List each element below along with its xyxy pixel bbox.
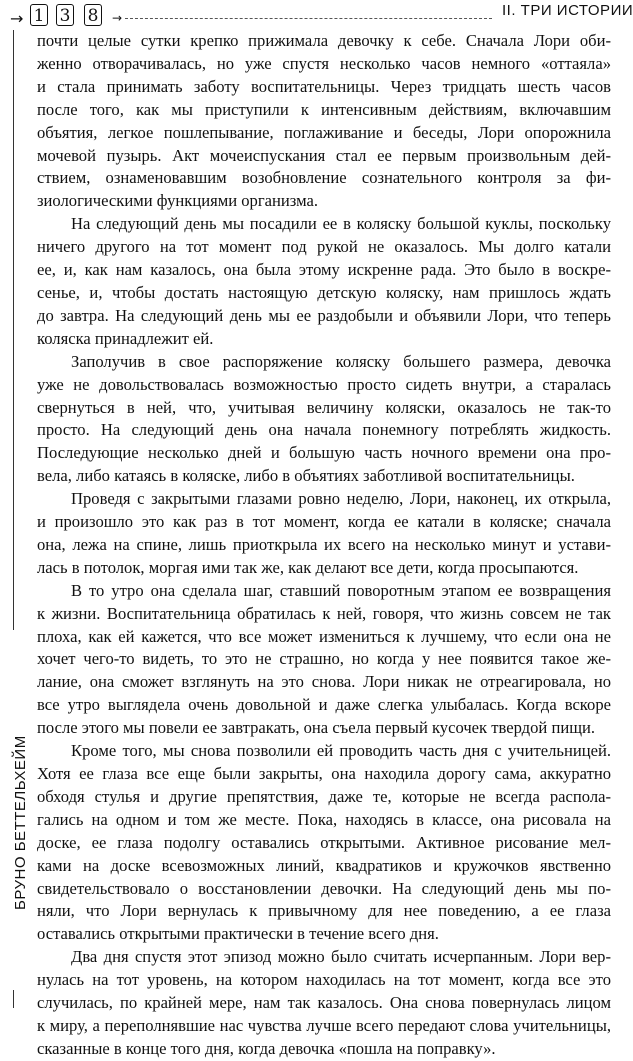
text-line: гались на одном и том же месте. Пока, находясь в классе, она рисовала на	[37, 809, 611, 829]
side-rule	[13, 990, 14, 1008]
text-line: ствием, ознаменовавшим возобновление сознательного контроля за фи-	[37, 168, 611, 188]
text-line: зиологическими функциями организма.	[37, 191, 318, 211]
text-line: оставались открытыми практически в течение всего дня.	[37, 924, 439, 944]
page-number-digit: 3	[56, 4, 74, 26]
text-line: случилась, по крайней мере, нам так казалось. Она снова повернулась лицом	[37, 993, 611, 1013]
paragraph-first-line: Два дня спустя этот эпизод можно было считать исчерпанным. Лори вер-	[71, 947, 611, 967]
text-line: объятия, легкое пошлепывание, поглаживание и беседы, Лори опорожнила	[37, 122, 611, 142]
text-line: почти целые сутки крепко прижимала девочку к себе. Сначала Лори оби-	[37, 31, 611, 50]
text-line: свернуться в ней, что, учитывая величину коляски, оказалось не так-то	[37, 397, 611, 417]
text-line: она, лежа на спине, лишь приоткрыла их всего на несколько минут и устави-	[37, 534, 611, 554]
text-line: Хотя ее глаза все еще были закрыты, она находила дорогу сама, аккуратно	[37, 764, 611, 783]
text-line: и произошло это как раз в тот момент, когда ее катали в коляске; сначала	[37, 512, 611, 532]
page-number-digit: 1	[30, 4, 48, 26]
header-arrow-left: →	[10, 9, 24, 28]
header-divider	[125, 18, 492, 19]
paragraph-first-line: Проведя с закрытыми глазами ровно неделю, Лори, наконец, их открыла,	[71, 489, 611, 509]
text-line: вела, либо катаясь в коляске, либо в объятиях заботливой воспитательницы.	[37, 466, 575, 486]
text-line: доске, ее глаза подолгу оставались открытыми. Активное рисование мел-	[37, 832, 611, 852]
text-line: нулась на тот уровень, на котором находилась на тот момент, когда все это	[37, 970, 611, 990]
text-line: лась в потолок, моргая ими так же, как делают все дети, когда просыпаются.	[37, 557, 579, 577]
text-line: плоха, как ей кажется, что все может измениться к лучшему, что если она не	[37, 626, 611, 646]
page-number-digit: 8	[84, 4, 102, 26]
text-line: сказанные в конце того дня, когда девочка «пошла на поправку».	[37, 1038, 496, 1058]
text-line: ничего другого на тот момент под рукой не оказалось. Мы долго катали	[37, 237, 611, 257]
text-line: к жизни. Воспитательница обратилась к ней, говоря, что жизнь совсем не так	[37, 603, 611, 623]
text-line: свидетельствовало о восстановлении девочки. На следующий день мы по-	[37, 878, 611, 898]
text-line: ками на доске всевозможных линий, квадратиков и кружочков явственно	[37, 855, 611, 875]
running-author: БРУНО БЕТТЕЛЬХЕЙМ	[12, 735, 29, 910]
header-arrow-right: →	[112, 11, 123, 25]
body-text	[37, 30, 611, 1061]
text-line: просто. На следующий день она начала понемногу потреблять жидкость.	[37, 420, 611, 440]
text-line: няли, что Лори вернулась к привычному для нее поведению, а ее глаза	[37, 901, 611, 921]
side-rule	[13, 30, 14, 630]
text-line: уже не довольствовалась возможностью просто сидеть внутри, а старалась	[37, 374, 611, 394]
text-line: лание, она сможет взглянуть на это снова. Лори никак не отреагировала, но	[37, 672, 611, 692]
text-line: коляска принадлежит ей.	[37, 328, 214, 348]
text-line: и стала принимать заботу воспитательницы. Через тридцать шесть часов	[37, 76, 611, 96]
text-line: после того, как мы приступили к интенсивным действиям, включавшим	[37, 99, 611, 119]
text-line: женно отворачивалась, но уже спустя несколько часов немного «оттаяла»	[37, 53, 611, 73]
paragraph-first-line: На следующий день мы посадили ее в коляску большой куклы, поскольку	[71, 214, 611, 234]
text-line: хочет чего-то видеть, то это не страшно, но когда у нее появится такое же-	[37, 649, 611, 669]
paragraph-first-line: Заполучив в свое распоряжение коляску большего размера, девочка	[71, 351, 611, 371]
text-line: мочевой пузырь. Акт мочеиспускания стал ее первым произвольным дей-	[37, 145, 611, 165]
text-line: после этого мы повели ее завтракать, она съела первый кусочек твердой пищи.	[37, 718, 596, 738]
text-line: сенье, и, чтобы достать настоящую детскую коляску, нам пришлось ждать	[37, 282, 611, 302]
text-line: Последующие несколько дней и большую часть ночного времени она про-	[37, 443, 611, 463]
text-line: до завтра. На следующий день мы ее раздобыли и объявили Лори, что теперь	[37, 305, 611, 325]
paragraph-first-line: Кроме того, мы снова позволили ей проводить часть дня с учительницей.	[71, 741, 611, 761]
text-line: к миру, а переполнявшие нас чувства лучше всего передают слова учительницы,	[37, 1015, 611, 1035]
text-line: обходя стулья и другие препятствия, даже те, которые не всегда распола-	[37, 786, 611, 806]
section-title: II. ТРИ ИСТОРИИ	[502, 2, 633, 19]
paragraph-first-line: В то утро она сделала шаг, ставший поворотным этапом ее возвращения	[71, 580, 611, 600]
text-line: ее, и, как нам казалось, она была этому искренне рада. Это было в воскре-	[37, 260, 611, 280]
text-line: все утро выглядела очень довольной и даже слегка улыбалась. Когда вскоре	[37, 695, 611, 715]
